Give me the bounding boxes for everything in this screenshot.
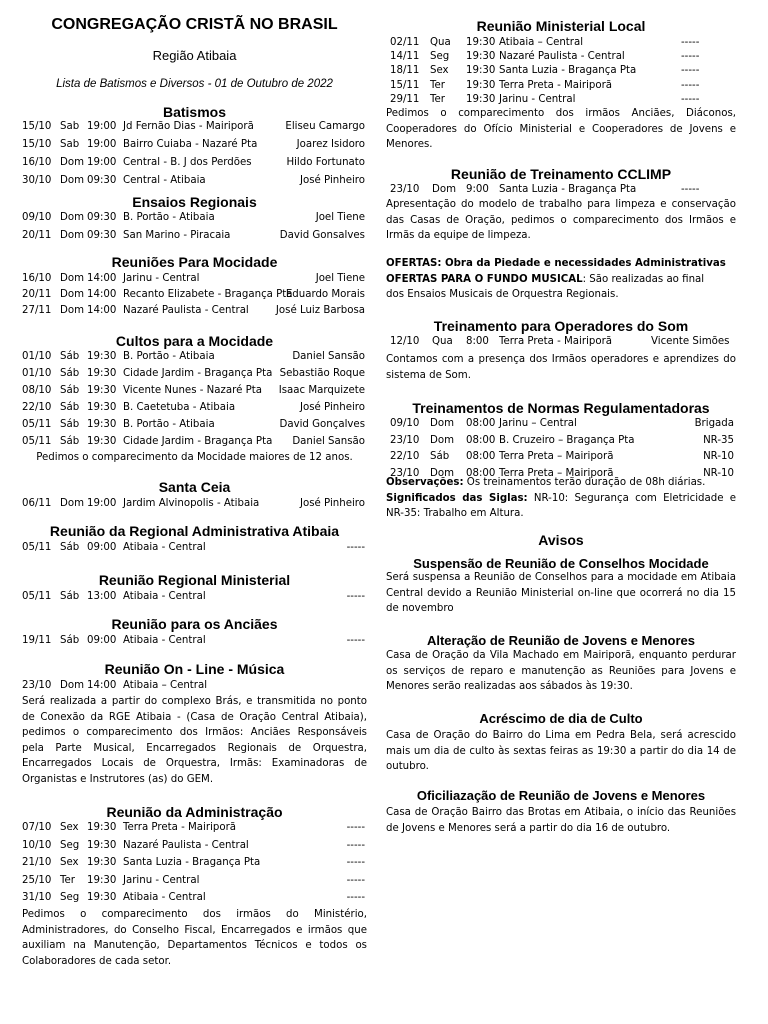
row-time: 14:00 [87, 305, 117, 316]
row-date: 09/10 [390, 418, 420, 429]
table-row [22, 875, 367, 889]
row-date: 15/10 [22, 121, 52, 132]
row-location: Atibaia - Central [123, 542, 206, 553]
table-row [386, 65, 736, 79]
row-location: Central - Atibaia [123, 175, 206, 186]
ofertas-line-2 [386, 272, 736, 288]
aviso-text-oficializacao: Casa de Oração Bairro das Brotas em Atibaia, o início das Reuniões de Jovens e Menores será a partir do dia 16 de outubro. [386, 807, 736, 834]
row-weekday: Sex [60, 857, 79, 869]
row-time: 19:00 [87, 139, 117, 150]
table-row [386, 184, 736, 198]
section-title-santa-ceia: Santa Ceia [158, 479, 231, 495]
row-weekday: Sáb [60, 591, 80, 602]
row-location: B. Portão - Atibaia [123, 419, 215, 430]
row-responsible: ----- [346, 542, 365, 553]
row-time: 19:30 [87, 857, 117, 869]
row-responsible: Joarez Isidoro [296, 139, 365, 150]
row-time: 19:30 [87, 351, 117, 362]
section-title-ensaios: Ensaios Regionais [132, 194, 257, 210]
row-weekday: Dom [60, 289, 85, 300]
observacoes-text: Os treinamentos terão duração de 08h diárias. [463, 477, 706, 488]
siglas-label: Significados das Siglas: [386, 492, 528, 504]
row-date: 21/10 [22, 857, 52, 869]
row-location: Central - B. J dos Perdões [123, 157, 252, 168]
row-time: 09:00 [87, 542, 117, 553]
row-time: 9:00 [466, 184, 489, 195]
table-row [22, 121, 367, 135]
section-title-administracao: Reunião da Administração [106, 804, 283, 820]
row-date: 30/10 [22, 175, 52, 186]
table-row [22, 157, 367, 171]
row-date: 22/10 [390, 451, 420, 462]
row-time: 19:30 [87, 368, 117, 379]
aviso-title-acrescimo: Acréscimo de dia de Culto [479, 711, 643, 726]
administracao-text: Pedimos o comparecimento dos irmãos do Ministério, Administradores, do Conselho Fiscal, Encarregados e irmãos que auxiliam na Manutenção, Departamentos Técnicos e todos os Colaboradores de cada setor. [22, 909, 367, 967]
row-responsible: ----- [346, 839, 365, 851]
section-title-batismos: Batismos [162, 104, 227, 120]
aviso-title-suspensao: Suspensão de Reunião de Conselhos Mocidade [413, 556, 709, 571]
ofertas-block [386, 256, 736, 303]
row-responsible: Brigada [694, 418, 734, 429]
row-responsible: ----- [681, 51, 700, 63]
row-responsible: ----- [681, 93, 700, 105]
row-responsible: Vicente Simões [651, 336, 730, 347]
row-date: 02/11 [390, 37, 420, 48]
row-location: Terra Preta – Mairiporã [499, 451, 614, 462]
row-weekday: Sáb [60, 385, 80, 396]
row-location: Terra Preta - Mairiporã [123, 822, 237, 833]
row-location: Nazaré Paulista - Central [123, 305, 249, 316]
row-weekday: Dom [432, 184, 457, 195]
row-weekday: Sab [60, 121, 80, 132]
table-row [386, 336, 736, 350]
row-weekday: Dom [60, 175, 85, 186]
table-row [22, 273, 367, 287]
row-location: Atibaia – Central [123, 680, 208, 691]
region-name: Região Atibaia [152, 48, 237, 63]
row-responsible: Eliseu Camargo [285, 121, 365, 132]
cclimp-text: Apresentação do modelo de trabalho para limpeza e conservação das Casas de Oração, pedimos o comparecimento dos Irmãos e Irmãs da equipe de limpeza. [386, 199, 736, 242]
row-time: 08:00 [466, 418, 496, 429]
ofertas-fundo-musical: OFERTAS PARA O FUNDO MUSICAL [386, 273, 583, 285]
row-responsible: Joel Tiene [315, 273, 365, 284]
row-responsible: NR-10 [703, 467, 734, 479]
row-date: 29/11 [390, 93, 420, 105]
table-row [22, 840, 367, 854]
aviso-text-suspensao: Será suspensa a Reunião de Conselhos para a mocidade em Atibaia Central devido a Reunião Ministerial on-line que ocorrerá no dia 15 de novembro [386, 572, 736, 615]
row-location: Jarinu - Central [123, 874, 200, 886]
row-time: 09:30 [87, 175, 117, 186]
table-row [386, 37, 736, 51]
row-location: Atibaia - Central [123, 591, 206, 602]
row-time: 19:30 [87, 419, 117, 430]
row-date: 12/10 [390, 336, 420, 347]
row-location: Santa Luzia - Bragança Pta [499, 184, 637, 195]
row-responsible: Daniel Sansão [292, 351, 365, 362]
row-location: Nazaré Paulista - Central [499, 51, 625, 63]
table-row [22, 436, 367, 450]
row-location: Terra Preta - Mairiporã [499, 79, 613, 91]
table-row [386, 435, 736, 449]
row-time: 08:00 [466, 451, 496, 462]
row-responsible: Joel Tiene [315, 212, 365, 223]
row-date: 05/11 [22, 436, 52, 447]
row-weekday: Ter [430, 79, 445, 91]
table-row [386, 51, 736, 65]
row-date: 23/10 [390, 434, 420, 446]
table-row [22, 212, 367, 226]
row-date: 22/10 [22, 402, 52, 413]
row-location: B. Cruzeiro – Bragança Pta [499, 434, 635, 446]
row-responsible: José Pinheiro [299, 498, 365, 509]
row-weekday: Dom [60, 498, 85, 509]
row-weekday: Seg [60, 892, 80, 904]
row-weekday: Dom [60, 305, 85, 316]
row-location: B. Caetetuba - Atibaia [123, 402, 236, 413]
row-weekday: Sáb [60, 436, 80, 447]
row-time: 19:00 [87, 157, 117, 168]
row-time: 09:30 [87, 230, 117, 241]
section-title-ministerial-local: Reunião Ministerial Local [476, 18, 646, 34]
table-row [22, 289, 367, 303]
row-date: 15/11 [390, 79, 420, 91]
row-date: 05/11 [22, 542, 52, 553]
row-location: Nazaré Paulista - Central [123, 839, 249, 851]
document-subtitle: Lista de Batismos e Diversos - 01 de Outubro de 2022 [56, 78, 333, 90]
row-responsible: José Pinheiro [299, 175, 365, 186]
row-weekday: Sex [60, 822, 79, 833]
section-title-online-musica: Reunião On - Line - Música [104, 661, 285, 677]
normas-notes [386, 475, 736, 522]
row-weekday: Dom [60, 680, 85, 691]
row-location: Cidade Jardim - Bragança Pta [123, 436, 273, 447]
row-time: 09:30 [87, 212, 117, 223]
section-title-regional-ministerial: Reunião Regional Ministerial [98, 572, 291, 588]
row-time: 14:00 [87, 289, 117, 300]
row-weekday: Dom [430, 434, 455, 446]
row-weekday: Dom [430, 467, 455, 479]
row-weekday: Sáb [60, 402, 80, 413]
row-responsible: NR-35 [703, 434, 734, 446]
row-time: 08:00 [466, 467, 496, 479]
ofertas-line-3: dos Ensaios Musicais de Orquestra Regionais. [386, 289, 619, 301]
row-time: 14:00 [87, 680, 117, 691]
row-location: Recanto Elizabete - Bragança Pta [123, 289, 293, 300]
row-date: 20/11 [22, 289, 52, 300]
table-row [22, 857, 367, 871]
row-responsible: ----- [681, 37, 700, 48]
row-weekday: Qua [430, 37, 451, 48]
row-date: 09/10 [22, 212, 52, 223]
row-date: 25/10 [22, 874, 52, 886]
row-date: 31/10 [22, 892, 52, 904]
table-row [22, 542, 367, 556]
table-row [22, 139, 367, 153]
ofertas-fundo-musical-text: : São realizadas ao final [582, 273, 705, 285]
row-weekday: Sáb [430, 451, 450, 462]
cultos-mocidade-note: Pedimos o comparecimento da Mocidade maiores de 12 anos. [36, 452, 353, 463]
row-responsible: David Gonsalves [279, 230, 365, 241]
row-location: Vicente Nunes - Nazaré Pta [123, 385, 262, 396]
row-responsible: ----- [346, 874, 365, 886]
row-location: Bairro Cuiaba - Nazaré Pta [123, 139, 258, 150]
row-weekday: Sáb [60, 368, 80, 379]
section-title-cclimp: Reunião de Treinamento CCLIMP [450, 166, 672, 182]
table-row [22, 351, 367, 365]
observacoes-label: Observações: [386, 477, 464, 488]
row-responsible: ----- [346, 591, 365, 602]
row-time: 08:00 [466, 434, 496, 446]
row-date: 06/11 [22, 498, 52, 509]
row-date: 18/11 [390, 65, 420, 77]
row-responsible: ----- [346, 822, 365, 833]
section-title-cultos-mocidade: Cultos para a Mocidade [115, 333, 274, 349]
row-location: B. Portão - Atibaia [123, 351, 215, 362]
table-row [22, 368, 367, 382]
row-location: Atibaia – Central [499, 37, 584, 48]
row-weekday: Sáb [60, 419, 80, 430]
row-date: 23/10 [390, 184, 420, 195]
row-date: 08/10 [22, 385, 52, 396]
som-text: Contamos com a presença dos Irmãos operadores e aprendizes do sistema de Som. [386, 354, 736, 381]
section-title-normas: Treinamentos de Normas Regulamentadoras [412, 400, 710, 416]
row-location: Jarinu - Central [499, 93, 576, 105]
row-weekday: Seg [430, 51, 450, 63]
row-time: 19:30 [87, 436, 117, 447]
row-location: San Marino - Piracaia [123, 230, 231, 241]
table-row [22, 175, 367, 189]
row-responsible: ----- [346, 635, 365, 646]
row-weekday: Dom [430, 418, 455, 429]
row-time: 19:30 [466, 79, 496, 91]
document-title: CONGREGAÇÃO CRISTÃ NO BRASIL [51, 16, 338, 33]
ministerial-local-text: Pedimos o comparecimento dos irmãos Anciães, Diáconos, Cooperadores do Ofício Ministerial e Cooperadores de Jovens e Menores. [386, 108, 736, 151]
table-row [22, 591, 367, 605]
row-location: Jarinu – Central [499, 418, 577, 429]
normas-siglas [386, 491, 736, 522]
table-row [386, 451, 736, 465]
row-location: Jardim Alvinopolis - Atibaia [123, 498, 260, 509]
table-row [22, 305, 367, 319]
row-responsible: David Gonçalves [279, 419, 365, 430]
row-responsible: Sebastião Roque [279, 368, 365, 379]
section-title-som: Treinamento para Operadores do Som [433, 318, 689, 334]
row-date: 16/10 [22, 157, 52, 168]
row-weekday: Dom [60, 157, 85, 168]
row-responsible: Daniel Sansão [292, 436, 365, 447]
row-location: Santa Luzia - Bragança Pta [123, 857, 261, 869]
row-responsible: Eduardo Morais [285, 289, 365, 300]
row-responsible: NR-10 [703, 451, 734, 462]
row-location: Atibaia - Central [123, 892, 206, 904]
row-time: 13:00 [87, 591, 117, 602]
table-row [22, 230, 367, 244]
row-date: 01/10 [22, 351, 52, 362]
row-location: Terra Preta - Mairiporã [499, 336, 613, 347]
row-date: 27/11 [22, 305, 52, 316]
row-weekday: Sáb [60, 542, 80, 553]
table-row [22, 680, 367, 694]
row-weekday: Dom [60, 212, 85, 223]
aviso-text-alteracao: Casa de Oração da Vila Machado em Mairiporã, enquanto perdurar os serviços de reparo e manutenção as Reuniões para Jovens e Menores serão realizadas aos sábados às 19:30. [386, 650, 736, 693]
row-date: 15/10 [22, 139, 52, 150]
table-row [22, 385, 367, 399]
row-weekday: Dom [60, 273, 85, 284]
row-weekday: Dom [60, 230, 85, 241]
row-location: Santa Luzia - Bragança Pta [499, 65, 637, 77]
table-row [22, 822, 367, 836]
row-weekday: Seg [60, 839, 80, 851]
row-date: 23/10 [390, 467, 420, 479]
ofertas-line-1: OFERTAS: Obra da Piedade e necessidades Administrativas [386, 258, 726, 269]
row-date: 23/10 [22, 680, 52, 691]
row-location: Jd Fernão Dias - Mairiporã [123, 121, 254, 132]
aviso-title-alteracao: Alteração de Reunião de Jovens e Menores [426, 633, 696, 648]
table-row [386, 418, 736, 432]
row-time: 19:00 [87, 498, 117, 509]
table-row [386, 80, 736, 94]
aviso-text-acrescimo: Casa de Oração do Bairro do Lima em Pedra Bela, será acrescido mais um dia de culto às sextas feiras as 19:30 a partir do dia 14 de outubro. [386, 730, 736, 773]
row-weekday: Sex [430, 65, 449, 77]
row-responsible: Isaac Marquizete [278, 385, 365, 396]
row-location: Cidade Jardim - Bragança Pta [123, 368, 273, 379]
online-musica-text: Será realizada a partir do complexo Brás, e transmitida no ponto de Conexão da RGE Atibaia - (Casa de Oração Central Atibaia), pedimos o comparecimento dos Irmãos: Anciães Responsáveis pela Parte Musical, Encarregados Regionais de Orquestra, Encarregados Locais de Orquestra, Irmãs: Examinadoras de Organistas e Instrutores (as) do GEM. [22, 696, 367, 785]
row-date: 19/11 [22, 635, 52, 646]
row-responsible: ----- [346, 857, 365, 869]
row-location: Terra Preta – Mairiporã [499, 467, 614, 479]
row-time: 19:30 [466, 65, 496, 77]
row-time: 19:30 [87, 402, 117, 413]
row-responsible: ----- [681, 79, 700, 91]
row-weekday: Ter [60, 874, 75, 886]
row-location: Atibaia - Central [123, 635, 206, 646]
row-time: 19:30 [87, 874, 117, 886]
row-weekday: Sáb [60, 635, 80, 646]
table-row [22, 498, 367, 512]
table-row [22, 635, 367, 649]
row-time: 19:30 [87, 839, 117, 851]
row-weekday: Sáb [60, 351, 80, 362]
row-time: 14:00 [87, 273, 117, 284]
row-date: 14/11 [390, 51, 420, 63]
section-title-regional-adm: Reunião da Regional Administrativa Atibaia [49, 523, 340, 539]
aviso-title-oficializacao: Oficiliazação de Reunião de Jovens e Menores [416, 788, 706, 803]
row-date: 16/10 [22, 273, 52, 284]
row-responsible: ----- [681, 184, 700, 195]
row-time: 19:30 [87, 822, 117, 833]
row-responsible: ----- [346, 892, 365, 904]
row-responsible: José Luiz Barbosa [275, 305, 365, 316]
row-weekday: Sab [60, 139, 80, 150]
row-location: B. Portão - Atibaia [123, 212, 215, 223]
row-time: 19:30 [87, 385, 117, 396]
siglas-text: NR-10: Segurança com Eletricidade e NR-35: Trabalho em Altura. [386, 492, 737, 520]
row-time: 09:00 [87, 635, 117, 646]
row-date: 05/11 [22, 419, 52, 430]
section-title-ancioes: Reunião para os Anciães [111, 616, 278, 632]
row-date: 20/11 [22, 230, 52, 241]
row-time: 19:30 [466, 93, 496, 105]
row-responsible: José Pinheiro [299, 402, 365, 413]
row-date: 05/11 [22, 591, 52, 602]
row-time: 8:00 [466, 336, 489, 347]
row-weekday: Qua [432, 336, 453, 347]
row-time: 19:30 [466, 37, 496, 48]
row-date: 01/10 [22, 368, 52, 379]
table-row [22, 419, 367, 433]
row-time: 19:30 [87, 892, 117, 904]
row-responsible: ----- [681, 65, 700, 77]
row-date: 10/10 [22, 839, 52, 851]
table-row [22, 402, 367, 416]
row-responsible: Hildo Fortunato [286, 157, 365, 168]
section-title-reunioes-mocidade: Reuniões Para Mocidade [111, 254, 278, 270]
row-time: 19:00 [87, 121, 117, 132]
row-time: 19:30 [466, 51, 496, 63]
normas-observacoes [386, 475, 736, 491]
section-title-avisos: Avisos [538, 532, 584, 548]
row-location: Jarinu - Central [123, 273, 200, 284]
row-date: 07/10 [22, 822, 52, 833]
table-row [22, 892, 367, 906]
row-weekday: Ter [430, 93, 445, 105]
